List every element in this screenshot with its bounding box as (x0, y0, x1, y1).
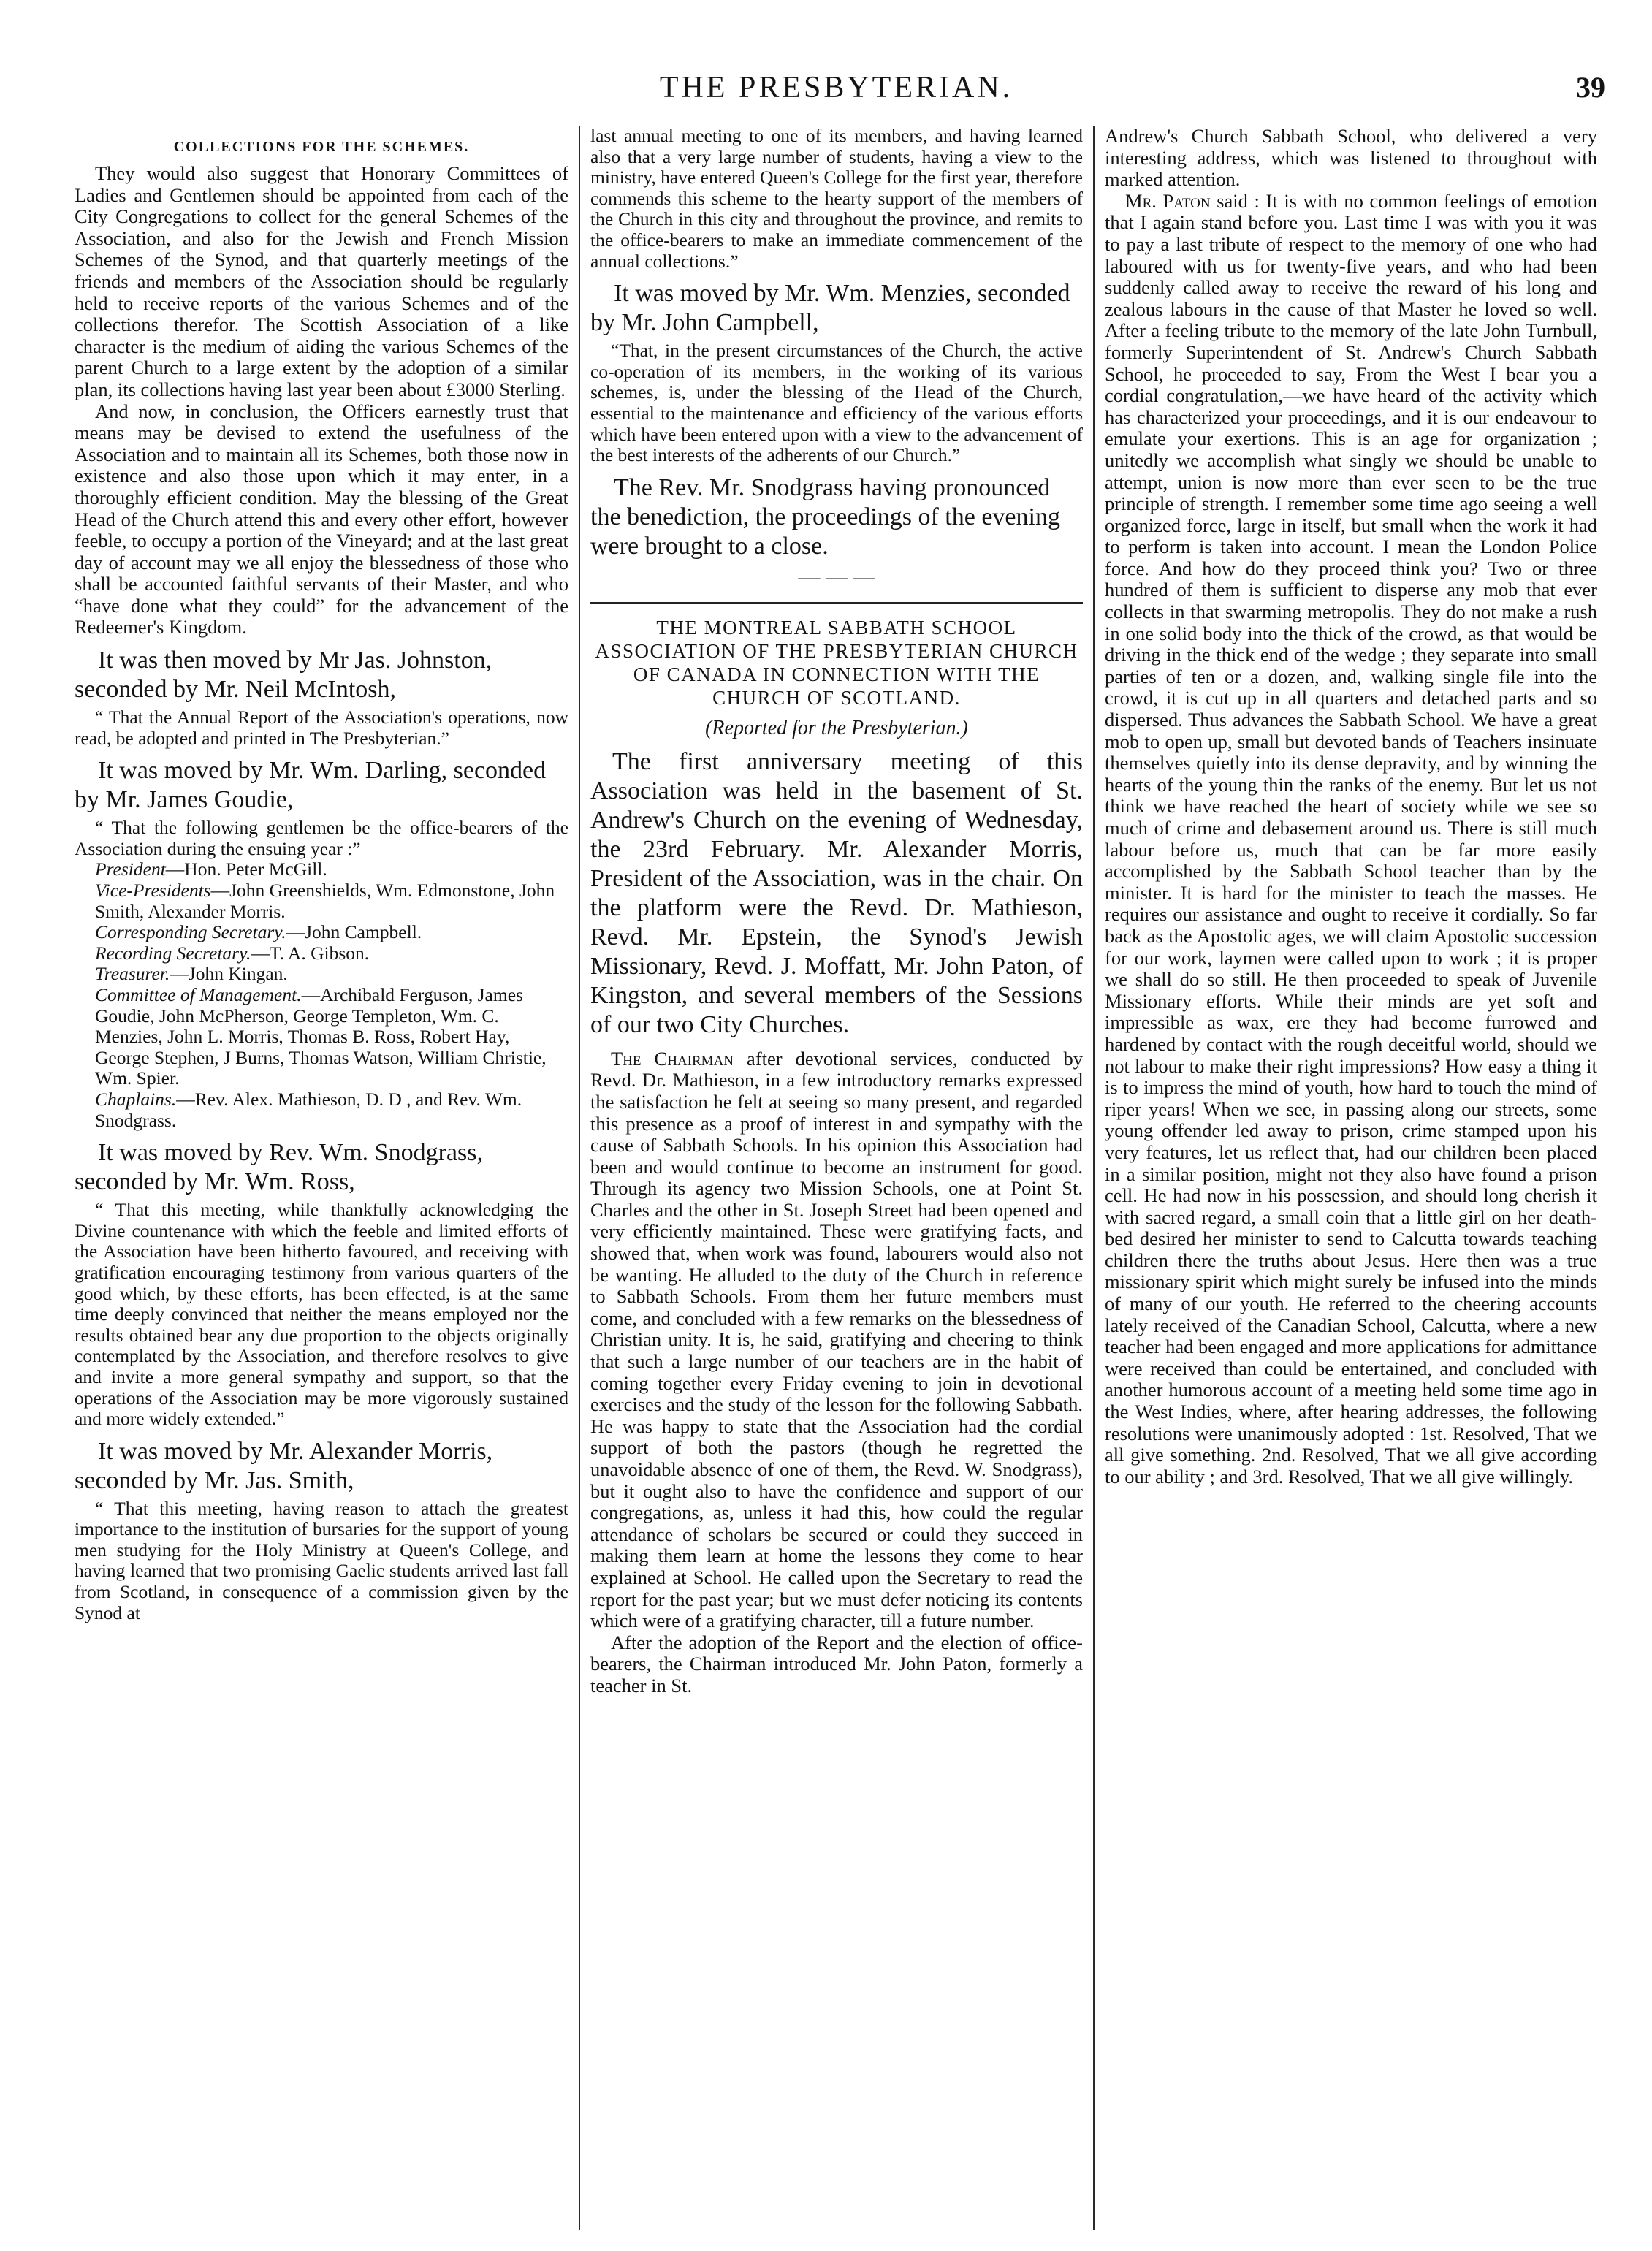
officer-entry (75, 922, 568, 943)
page-number: 39 (1576, 71, 1605, 104)
motion-text: It was moved by Rev. Wm. Snodgrass, seconded by Mr. Wm. Ross, (75, 1139, 483, 1196)
officer-role: Chaplains. (95, 1088, 177, 1110)
column-2 (579, 126, 1093, 2230)
byline: (Reported for the Presbyterian.) (705, 716, 968, 739)
officer-role: Corresponding Secretary. (95, 921, 286, 943)
resolution-quote: “ That the following gentlemen be the office-bearers of the Association during the ensuing year :” (75, 817, 568, 859)
separator: — — — (798, 564, 875, 589)
resolution-quote-continued: last annual meeting to one of its members, and having learned also that a very large number of students, having a view to the ministry, have entered Queen's College for the first year, therefore commends this scheme to the hearty support of the members of the Church in this city and throughout the province, and remits to the office-bearers to make an immediate commencement of the annual collections.” (590, 126, 1083, 272)
paragraph: And now, in conclusion, the Officers earnestly trust that means may be devised to extend the usefulness of the Association and to maintain all its Schemes, both those now in existence and also those upon which it may enter, in a thoroughly efficient condition. May the blessing of the Great Head of the Church attend this and every other effort, however feeble, to occupy a portion of the Vineyard; and at the last great day of account may we all enjoy the blessedness of those who shall be accounted faithful servants of their Master, and who “have done what they could” for the advancement of the Redeemer's Kingdom. (75, 400, 568, 639)
column-3 (1093, 126, 1607, 2230)
article-title: THE MONTREAL SABBATH SCHOOL ASSOCIATION OF THE PRESBYTERIAN CHURCH OF CANADA IN CONNECTION WITH THE CHURCH OF SCOTLAND. (595, 616, 1078, 709)
paragraph-text: after devotional services, conducted by Revd. Dr. Mathieson, in a few introductory remarks expressed the satisfaction he felt at seeing so many present, and regarded this presence as a proof of interest in and sympathy with the cause of Sabbath Schools. In his opinion this Association had been and would continue to become an instrument for good. Through its agency two Mission Schools, one at Point St. Charles and the other in St. Joseph Street had been opened and very efficiently maintained. These were gratifying facts, and showed that, when work was found, labourers would also not be wanting. He alluded to the duty of the Church in reference to Sabbath Schools. From them her future members must come, and concluded with a few remarks on the blessedness of Christian unity. It is, he said, gratifying and cheering to think that such a large number of our teachers are in the habit of coming together every Friday evening to join in devotional exercises and the study of the lesson for the following Sabbath. He was happy to state that the Association had the cordial support of both the pastors (though he regretted the unavoidable absence of one of them, the Revd. W. Snodgrass), but it ought also to have the confidence and support of our congregations, as, unless it had this, how could the regular attendance of scholars be secured or could they succeed in making them learn at home the lessons they come to hear explained at School. He called upon the Secretary to read the report for the past year; but we must defer noticing its contents which were of a gratifying character, till a future number. (590, 1047, 1083, 1632)
paragraph (590, 1048, 1083, 1632)
motion-text: It was moved by Mr. Wm. Darling, seconded by Mr. James Goudie, (75, 757, 547, 814)
speaker-lead: The Chairman (611, 1047, 734, 1070)
speaker-lead: Mr. Paton (1125, 189, 1211, 212)
officer-names: —John Kingan. (170, 963, 288, 985)
article-rule (590, 602, 1083, 604)
motion-text: It was moved by Mr. Wm. Menzies, seconded by Mr. John Campbell, (590, 280, 1070, 337)
column-1 (64, 126, 579, 2230)
resolution-quote: “ That the Annual Report of the Association's operations, now read, be adopted and printed in The Presbyterian.” (75, 706, 568, 749)
lead-paragraph: The first anniversary meeting of this Association was held in the basement of St. Andrew's Church on the evening of Wednesday, the 23rd February. Mr. Alexander Morris, President of the Association, was in the chair. On the platform were the Revd. Dr. Mathieson, Revd. Mr. Epstein, the Synod's Jewish Missionary, Revd. J. Moffatt, Mr. John Paton, of Kingston, and several members of the Sessions of our two City Churches. (590, 747, 1083, 1038)
officer-entry (75, 985, 568, 1089)
paragraph (1105, 191, 1597, 1488)
officer-role: President (95, 858, 166, 880)
motion-text: It was moved by Mr. Alexander Morris, seconded by Mr. Jas. Smith, (75, 1437, 493, 1494)
resolution-quote: “That, in the present circumstances of the Church, the active co-operation of its members, in the working of its various schemes, is, under the blessing of the Head of the Church, essential to the maintenance and efficiency of the various efforts which have been entered upon with a view to the advancement of the best interests of the adherents of our Church.” (590, 340, 1083, 466)
officer-role: Recording Secretary. (95, 942, 251, 964)
columns (64, 126, 1608, 2230)
section-heading: COLLECTIONS FOR THE SCHEMES. (173, 139, 470, 155)
resolution-quote: “ That this meeting, while thankfully acknowledging the Divine countenance with which the feeble and limited efforts of the Association have been hitherto favoured, and receiving with gratification encouraging testimony from various quarters of the good which, by these efforts, has been effected, is at the same time deeply convinced that neither the means employed nor the results obtained bear any due proportion to the objects originally contemplated by the Association, and therefore resolves to give and invite a more general sympathy and support, so that the operations of the Association may be more vigorously sustained and more widely extended.” (75, 1199, 568, 1430)
paragraph-text: said : It is with no common feelings of emotion that I again stand before you. Last time I was with you it was to pay a last tribute of respect to the memory of one who had laboured with us for twenty-five years, and who had been suddenly called away to receive the reward of his long and zealous labours in the cause of that Master he loved so well. After a feeling tribute to the memory of the late John Turnbull, formerly Superintendent of St. Andrew's Church Sabbath School, he proceeded to say, From the West I bear you a cordial congratulation,—we have heard of the activity which has characterized your proceedings, and it is our endeavour to emulate your exertions. This is an age for organization ; unitedly we accomplish what singly we should be unable to attempt, union is now more than ever seen to be the true principle of strength. I remember some time ago seeing a well organized force, large in itself, but small when the work it had to perform is taken into account. I mean the London Police force. And how do they proceed think you? Two or three hundred of them is sufficient to disperse any mob that ever collects in that swarming metropolis. They do not make a rush in one solid body into the thick of the crowd, as that would be driving in the thick end of the wedge ; they separate into small parties of ten or a dozen, and, walking single file into the crowd, it is cut up in all quarters and detached parts and so dispersed. Thus advances the Sabbath School. We have a great mob to open up, small but devoted bands of Teachers insinuate themselves quietly into its dense depravity, and by winning the hearts of the young thin the ranks of the enemy. But let us not think we have reached the heart of society while we see so much of crime and debasement around us. There is still much labour before us, much that can be far more easily accomplished by the Sabbath School teacher than by the minister. It is hard for the minister to teach the masses. He requires our assistance and ought to receive it cordially. So far back as the Apostolic ages, we will claim Apostolic succession for our work, laymen were called upon to work ; it is proper we shall do so still. He then proceeded to speak of Juvenile Missionary efforts. While their minds are yet soft and impressible as wax, ere they had become furrowed and hardened by contact with the rough deceitful world, should we not labour to make their right impressions? How easy a thing it is to impress the mind of youth, how hard to touch the mind of riper years! When we see, in passing along our streets, some young offender led away to prison, crime stamped upon his very features, let us reflect that, had our children been placed in a similar position, might not they also have found a prison cell. He had now in his possession, and should long cherish it with sacred regard, a small coin that a little girl on her death-bed desired her minister to send to Calcutta towards teaching children there the truths about Jesus. Here then was a true missionary spirit which might surely be infused into the minds of many of our youth. He referred to the cheering accounts lately received of the Canadian School, Calcutta, where a new teacher had been engaged and more applications for admittance were received than could be entertained, and concluded with another humorous account of a meeting held some time ago in the West Indies, where, after hearing addresses, the following resolutions were unanimously adopted : 1st. Resolved, That we all give something. 2nd. Resolved, That we all give according to our ability ; and 3rd. Resolved, That we all give willingly. (1105, 189, 1597, 1488)
closing-paragraph: The Rev. Mr. Snodgrass having pronounced the benediction, the proceedings of the evening were brought to a close. (590, 473, 1060, 560)
officer-role: Treasurer. (95, 963, 170, 985)
officer-entry (75, 943, 568, 964)
officer-names: —Rev. Alex. Mathieson, D. D , and Rev. Wm. Snodgrass. (95, 1088, 522, 1131)
officer-role: Committee of Management. (95, 984, 302, 1005)
officer-entry (75, 1089, 568, 1131)
officer-names: —John Greenshields, Wm. Edmonstone, John Smith, Alexander Morris. (95, 880, 555, 922)
officer-names: —Hon. Peter McGill. (165, 858, 327, 880)
paragraph-continued: Andrew's Church Sabbath School, who delivered a very interesting address, which was listened to throughout with marked attention. (1105, 126, 1597, 191)
officer-entry (75, 880, 568, 922)
running-title: THE PRESBYTERIAN. (659, 71, 1013, 104)
paragraph: After the adoption of the Report and the election of office-bearers, the Chairman introduced Mr. John Paton, formerly a teacher in St. (590, 1631, 1083, 1696)
officer-entry (75, 859, 568, 880)
resolution-quote: “ That this meeting, having reason to attach the greatest importance to the institution of bursaries for the support of young men studying for the Holy Ministry at Queen's College, and having learned that two promising Gaelic students arrived last fall from Scotland, in consequence of a commission given by the Synod at (75, 1497, 568, 1623)
paragraph: They would also suggest that Honorary Committees of Ladies and Gentlemen should be appointed from each of the City Congregations to collect for the general Schemes of the Association, and also for the Jewish and French Mission Schemes of the Synod, and that quarterly meetings of the friends and members of the Association should be regularly held to receive reports of the various Schemes and of the collections therefor. The Scottish Association of a like character is the medium of aiding the various Schemes of the parent Church to a large extent by the adoption of a similar plan, its collections having last year been about £3000 Sterling. (75, 162, 568, 400)
officer-entry (75, 964, 568, 985)
motion-text: It was then moved by Mr Jas. Johnston, seconded by Mr. Neil McIntosh, (75, 647, 492, 704)
running-head (64, 70, 1608, 114)
officer-role: Vice-Presidents (95, 880, 211, 902)
officer-names: —T. A. Gibson. (251, 942, 370, 964)
officer-names: —Archibald Ferguson, James Goudie, John McPherson, George Templeton, Wm. C. Menzies, John L. Morris, Thomas B. Ross, Robert Hay, George Stephen, J Burns, Thomas Watson, William Christie, Wm. Spier. (95, 984, 547, 1089)
officer-names: —John Campbell. (286, 921, 422, 943)
